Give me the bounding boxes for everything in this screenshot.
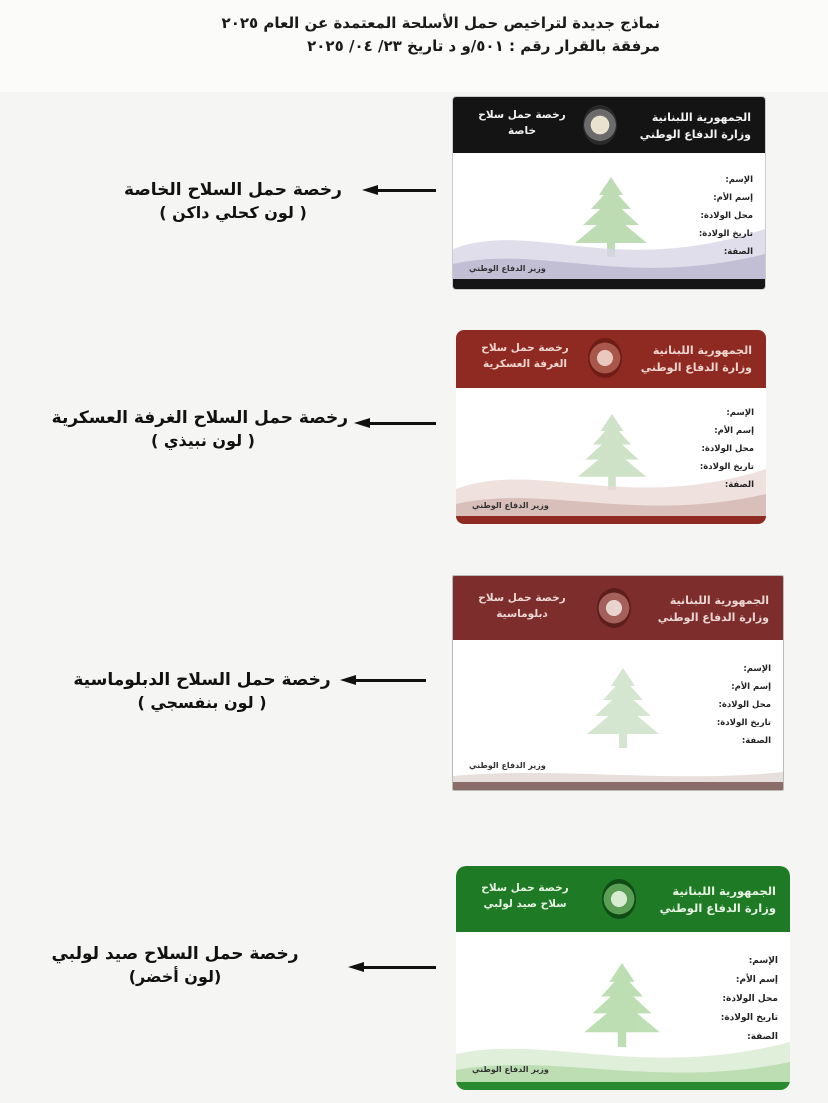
field-birthdate-label: تاريخ الولادة: <box>699 462 754 472</box>
license-color-note: ( لون بنفسجي ) <box>137 693 267 712</box>
field-name-label: الإسم: <box>743 664 771 674</box>
card-ministry-text: وزارة الدفاع الوطني <box>659 901 776 915</box>
decision-reference: مرفقة بالقرار رقم : ٥٠١/و د تاريخ ٢٣/ ٠٤/ ٢٠٢٥ <box>307 37 660 55</box>
field-mother-label: إسم الأم: <box>735 975 778 985</box>
card-license-title: رخصة حمل سلاح <box>481 882 569 894</box>
field-capacity-label: الصفة: <box>741 736 771 746</box>
license-label-diplomatic <box>72 670 332 712</box>
license-color-note: ( لون نبيذي ) <box>150 431 255 450</box>
license-label-private <box>118 180 348 222</box>
card-license-type: الغرفة العسكرية <box>483 358 567 370</box>
field-mother-label: إسم الأم: <box>731 682 771 692</box>
arrow-icon <box>354 418 436 428</box>
card-header <box>456 866 790 932</box>
license-title: رخصة حمل السلاح الدبلوماسية <box>73 670 331 690</box>
card-republic-text: الجمهورية اللبنانية <box>669 594 769 607</box>
field-birthplace-label: محل الولادة: <box>700 211 753 221</box>
field-capacity-label: الصفة: <box>724 480 754 490</box>
army-emblem-icon <box>597 588 631 628</box>
card-signer: وزير الدفاع الوطني <box>472 501 549 510</box>
card-ministry-text: وزارة الدفاع الوطني <box>640 361 752 374</box>
field-name-label: الإسم: <box>726 408 754 418</box>
license-color-note: ( لون كحلي داكن ) <box>159 203 307 222</box>
field-mother-label: إسم الأم: <box>713 193 753 203</box>
field-birthplace-label: محل الولادة: <box>722 994 778 1004</box>
card-republic-text: الجمهورية اللبنانية <box>672 884 776 898</box>
card-fields <box>717 660 771 750</box>
license-title: رخصة حمل السلاح الخاصة <box>124 180 342 200</box>
card-license-type: خاصة <box>507 125 537 137</box>
license-title: رخصة حمل السلاح صيد لولبي <box>51 944 299 964</box>
card-header <box>453 576 783 640</box>
field-capacity-label: الصفة: <box>747 1032 778 1042</box>
card-signer: وزير الدفاع الوطني <box>472 1065 549 1074</box>
field-name-label: الإسم: <box>725 175 753 185</box>
card-fields <box>700 404 754 494</box>
document-title: نماذج جديدة لتراخيص حمل الأسلحة المعتمدة عن العام ٢٠٢٥ <box>221 14 660 32</box>
card-license-title: رخصة حمل سلاح <box>478 592 566 604</box>
field-birthplace-label: محل الولادة: <box>701 444 754 454</box>
card-wave-background <box>453 750 783 790</box>
army-emblem-icon <box>588 338 622 378</box>
card-header <box>456 330 766 388</box>
card-ministry-text: وزارة الدفاع الوطني <box>657 611 769 624</box>
license-card-private <box>452 96 766 290</box>
arrow-icon <box>340 675 426 685</box>
field-birthdate-label: تاريخ الولادة: <box>698 229 753 239</box>
card-republic-text: الجمهورية اللبنانية <box>652 344 752 357</box>
card-license-title: رخصة حمل سلاح <box>478 109 566 121</box>
card-republic-text: الجمهورية اللبنانية <box>651 111 751 124</box>
license-title: رخصة حمل السلاح الغرفة العسكرية <box>51 408 348 428</box>
field-capacity-label: الصفة: <box>723 247 753 257</box>
army-emblem-icon <box>602 879 636 919</box>
license-label-military <box>51 408 348 450</box>
license-card-diplomatic <box>452 575 784 791</box>
card-ministry-text: وزارة الدفاع الوطني <box>639 128 751 141</box>
card-fields <box>699 171 753 261</box>
license-label-hunting <box>40 944 310 986</box>
card-signer: وزير الدفاع الوطني <box>469 264 546 273</box>
field-birthdate-label: تاريخ الولادة: <box>716 718 771 728</box>
license-card-hunting <box>456 866 790 1090</box>
card-fields <box>721 952 778 1047</box>
field-birthdate-label: تاريخ الولادة: <box>720 1013 778 1023</box>
card-header <box>453 97 765 153</box>
field-name-label: الإسم: <box>748 956 778 966</box>
field-mother-label: إسم الأم: <box>714 426 754 436</box>
card-license-type: سلاح صيد لولبي <box>483 898 567 910</box>
cedar-icon <box>583 664 663 754</box>
arrow-icon <box>348 962 436 972</box>
license-card-military <box>456 330 766 524</box>
card-license-type: دبلوماسية <box>496 608 548 620</box>
license-color-note: (لون أخضر) <box>128 967 222 986</box>
card-signer: وزير الدفاع الوطني <box>469 761 546 770</box>
card-license-title: رخصة حمل سلاح <box>481 342 569 354</box>
army-emblem-icon <box>583 105 617 145</box>
arrow-icon <box>362 185 436 195</box>
field-birthplace-label: محل الولادة: <box>718 700 771 710</box>
